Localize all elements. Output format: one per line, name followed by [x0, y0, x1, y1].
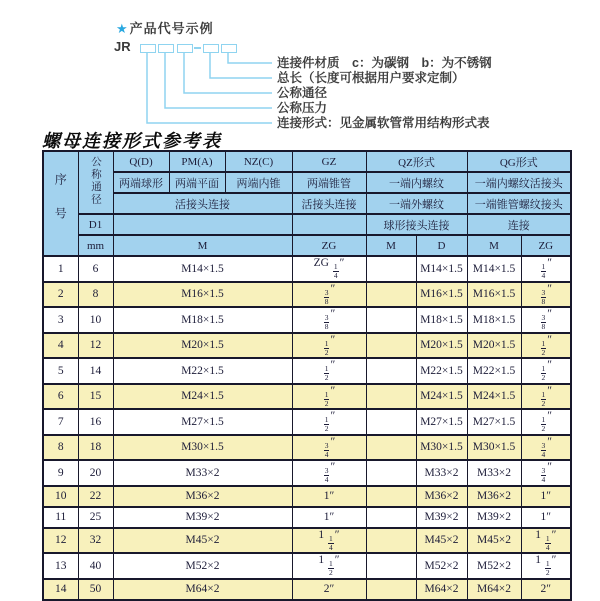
- cell-qg-zg: 1 $\frac{1}{2}$ ″: [521, 553, 571, 579]
- cell-dn: 50: [78, 579, 113, 600]
- header-zg: ZG: [292, 235, 366, 256]
- cell-qz-d: M36×2: [416, 486, 467, 507]
- cell-dn: 15: [78, 384, 113, 410]
- cell-qz-d: M33×2: [416, 460, 467, 486]
- header-qg-sub1: 一端内螺纹活接头: [467, 172, 571, 193]
- table-row: [43, 507, 571, 528]
- cell-gz: $\frac{1}{2}$ ″: [292, 358, 366, 384]
- header-seq: 序号: [43, 151, 78, 256]
- cell-seq: 2: [43, 282, 78, 308]
- cell-dn: 6: [78, 256, 113, 282]
- cell-dn: 16: [78, 409, 113, 435]
- cell-qg-zg: 1″: [521, 507, 571, 528]
- cell-qg-m: M20×1.5: [467, 333, 521, 359]
- header-gz-sub: 两端锥管: [292, 172, 366, 193]
- cell-seq: 8: [43, 435, 78, 461]
- cell-dn: 20: [78, 460, 113, 486]
- cell-qz-m: [366, 553, 416, 579]
- label-nominal-pressure: 公称压力: [277, 101, 328, 115]
- cell-gz: $\frac{1}{2}$ ″: [292, 384, 366, 410]
- cell-qg-m: M45×2: [467, 528, 521, 554]
- cell-qg-zg: $\frac{3}{4}$ ″: [521, 435, 571, 461]
- cell-qg-m: M16×1.5: [467, 282, 521, 308]
- cell-qz-d: M20×1.5: [416, 333, 467, 359]
- cell-qg-m: M18×1.5: [467, 307, 521, 333]
- cell-qz-d: M45×2: [416, 528, 467, 554]
- cell-m: M52×2: [113, 553, 292, 579]
- header-qz: QZ形式: [366, 151, 467, 172]
- header-qg-sub2: 一端锥管螺纹接头: [467, 193, 571, 214]
- cell-dn: 18: [78, 435, 113, 461]
- header-pm-sub: 两端平面: [169, 172, 225, 193]
- cell-gz: $\frac{3}{8}$ ″: [292, 307, 366, 333]
- cell-gz: $\frac{3}{4}$ ″: [292, 435, 366, 461]
- table-body: [43, 256, 571, 600]
- header-qg-zg: ZG: [521, 235, 571, 256]
- cell-gz: 2″: [292, 579, 366, 600]
- cell-qg-m: M33×2: [467, 460, 521, 486]
- header-qz-d: D: [416, 235, 467, 256]
- label-material: 连接件材质 c：为碳钢 b：为不锈钢: [277, 56, 492, 70]
- table-row: [43, 409, 571, 435]
- cell-qg-zg: $\frac{3}{8}$ ″: [521, 307, 571, 333]
- header-qz-sub1: 一端内螺纹: [366, 172, 467, 193]
- cell-qz-d: M52×2: [416, 553, 467, 579]
- cell-gz: 1 $\frac{1}{4}$ ″: [292, 528, 366, 554]
- header-qz-sub3: 球形接头连接: [366, 214, 467, 235]
- header-gz-conn: 活接头连接: [292, 193, 366, 214]
- cell-qg-m: M64×2: [467, 579, 521, 600]
- cell-seq: 5: [43, 358, 78, 384]
- cell-qg-zg: 1 $\frac{1}{4}$ ″: [521, 528, 571, 554]
- cell-gz: $\frac{3}{8}$ ″: [292, 282, 366, 308]
- cell-qg-m: M22×1.5: [467, 358, 521, 384]
- cell-dn: 14: [78, 358, 113, 384]
- cell-qg-zg: $\frac{1}{2}$ ″: [521, 409, 571, 435]
- code-box-1: [140, 44, 156, 53]
- cell-qg-m: M39×2: [467, 507, 521, 528]
- cell-qz-d: M27×1.5: [416, 409, 467, 435]
- cell-qg-zg: $\frac{3}{4}$ ″: [521, 460, 571, 486]
- cell-dn: 22: [78, 486, 113, 507]
- cell-gz: ZG $\frac{1}{4}$ ″: [292, 256, 366, 282]
- cell-m: M30×1.5: [113, 435, 292, 461]
- cell-qz-m: [366, 384, 416, 410]
- header-nz: NZ(C): [225, 151, 292, 172]
- cell-qz-d: M22×1.5: [416, 358, 467, 384]
- code-box-5: [221, 44, 237, 53]
- diagram-title-text: 产品代号示例: [129, 21, 214, 36]
- table-row: [43, 256, 571, 282]
- table-row: [43, 553, 571, 579]
- cell-qz-m: [366, 256, 416, 282]
- cell-qz-m: [366, 333, 416, 359]
- cell-qg-zg: 1″: [521, 486, 571, 507]
- cell-m: M18×1.5: [113, 307, 292, 333]
- header-union-conn: 活接头连接: [113, 193, 292, 214]
- header-qg: QG形式: [467, 151, 571, 172]
- table-row: [43, 435, 571, 461]
- table-row: [43, 307, 571, 333]
- cell-seq: 13: [43, 553, 78, 579]
- table-title: 螺母连接形式参考表: [42, 131, 222, 151]
- table-row: [43, 384, 571, 410]
- table-row: [43, 358, 571, 384]
- cell-qz-d: M30×1.5: [416, 435, 467, 461]
- cell-qz-m: [366, 307, 416, 333]
- code-prefix: JR: [114, 39, 131, 54]
- cell-m: M45×2: [113, 528, 292, 554]
- cell-seq: 1: [43, 256, 78, 282]
- label-nominal-diameter: 公称通径: [277, 86, 328, 100]
- cell-qz-d: M39×2: [416, 507, 467, 528]
- cell-seq: 4: [43, 333, 78, 359]
- cell-qz-m: [366, 579, 416, 600]
- label-total-length: 总长（长度可根据用户要求定制）: [277, 71, 465, 85]
- header-qg-m: M: [467, 235, 521, 256]
- label-connection-form: 连接形式：见金属软管常用结构形式表: [277, 116, 490, 130]
- cell-dn: 32: [78, 528, 113, 554]
- code-box-3: [177, 44, 193, 53]
- cell-qz-m: [366, 507, 416, 528]
- code-box-4: [203, 44, 219, 53]
- cell-qg-m: M14×1.5: [467, 256, 521, 282]
- header-gz: GZ: [292, 151, 366, 172]
- cell-m: M22×1.5: [113, 358, 292, 384]
- cell-qz-d: M18×1.5: [416, 307, 467, 333]
- diagram-title: [116, 18, 214, 37]
- nut-connection-table: [42, 150, 572, 601]
- cell-m: M14×1.5: [113, 256, 292, 282]
- cell-dn: 10: [78, 307, 113, 333]
- cell-seq: 6: [43, 384, 78, 410]
- cell-seq: 7: [43, 409, 78, 435]
- cell-qg-m: M24×1.5: [467, 384, 521, 410]
- cell-qg-m: M36×2: [467, 486, 521, 507]
- cell-qz-m: [366, 460, 416, 486]
- code-dash: [194, 47, 201, 49]
- header-mm: mm: [78, 235, 113, 256]
- header-qz-sub2: 一端外螺纹: [366, 193, 467, 214]
- header-dn: 公称通径: [78, 151, 113, 214]
- cell-qg-zg: 2″: [521, 579, 571, 600]
- header-m: M: [113, 235, 292, 256]
- cell-qz-d: M24×1.5: [416, 384, 467, 410]
- table-row: [43, 579, 571, 600]
- cell-gz: $\frac{3}{4}$ ″: [292, 460, 366, 486]
- cell-qz-d: M64×2: [416, 579, 467, 600]
- cell-seq: 10: [43, 486, 78, 507]
- cell-qz-m: [366, 528, 416, 554]
- cell-gz: 1″: [292, 507, 366, 528]
- cell-seq: 12: [43, 528, 78, 554]
- table-row: [43, 486, 571, 507]
- cell-qz-m: [366, 435, 416, 461]
- cell-qz-m: [366, 486, 416, 507]
- cell-m: M16×1.5: [113, 282, 292, 308]
- cell-seq: 9: [43, 460, 78, 486]
- cell-m: M36×2: [113, 486, 292, 507]
- header-blank-gz: [292, 214, 366, 235]
- cell-qz-d: M14×1.5: [416, 256, 467, 282]
- star-icon: ★: [116, 21, 129, 36]
- cell-qz-m: [366, 282, 416, 308]
- cell-gz: $\frac{1}{2}$ ″: [292, 409, 366, 435]
- cell-m: M24×1.5: [113, 384, 292, 410]
- table-row: [43, 528, 571, 554]
- cell-dn: 8: [78, 282, 113, 308]
- cell-seq: 14: [43, 579, 78, 600]
- header-q: Q(D): [113, 151, 169, 172]
- cell-qg-m: M27×1.5: [467, 409, 521, 435]
- header-blank-left: [113, 214, 292, 235]
- header-q-sub: 两端球形: [113, 172, 169, 193]
- cell-m: M33×2: [113, 460, 292, 486]
- header-pm: PM(A): [169, 151, 225, 172]
- cell-qg-zg: $\frac{1}{2}$ ″: [521, 333, 571, 359]
- cell-qz-m: [366, 358, 416, 384]
- cell-qg-zg: $\frac{3}{8}$ ″: [521, 282, 571, 308]
- cell-qg-zg: $\frac{1}{4}$ ″: [521, 256, 571, 282]
- cell-m: M27×1.5: [113, 409, 292, 435]
- cell-qg-m: M30×1.5: [467, 435, 521, 461]
- header-d1: D1: [78, 214, 113, 235]
- cell-gz: 1″: [292, 486, 366, 507]
- cell-dn: 40: [78, 553, 113, 579]
- header-nz-sub: 两端内锥: [225, 172, 292, 193]
- cell-m: M39×2: [113, 507, 292, 528]
- table-row: [43, 333, 571, 359]
- cell-qz-m: [366, 409, 416, 435]
- cell-seq: 11: [43, 507, 78, 528]
- header-qg-sub3: 连接: [467, 214, 571, 235]
- cell-qz-d: M16×1.5: [416, 282, 467, 308]
- cell-m: M20×1.5: [113, 333, 292, 359]
- cell-qg-zg: $\frac{1}{2}$ ″: [521, 358, 571, 384]
- cell-seq: 3: [43, 307, 78, 333]
- cell-qg-zg: $\frac{1}{2}$ ″: [521, 384, 571, 410]
- cell-dn: 25: [78, 507, 113, 528]
- cell-dn: 12: [78, 333, 113, 359]
- table-row: [43, 282, 571, 308]
- cell-gz: $\frac{1}{2}$ ″: [292, 333, 366, 359]
- cell-qg-m: M52×2: [467, 553, 521, 579]
- cell-m: M64×2: [113, 579, 292, 600]
- cell-gz: 1 $\frac{1}{2}$ ″: [292, 553, 366, 579]
- table-row: [43, 460, 571, 486]
- code-box-2: [158, 44, 174, 53]
- header-qz-m: M: [366, 235, 416, 256]
- table-header: [43, 151, 571, 256]
